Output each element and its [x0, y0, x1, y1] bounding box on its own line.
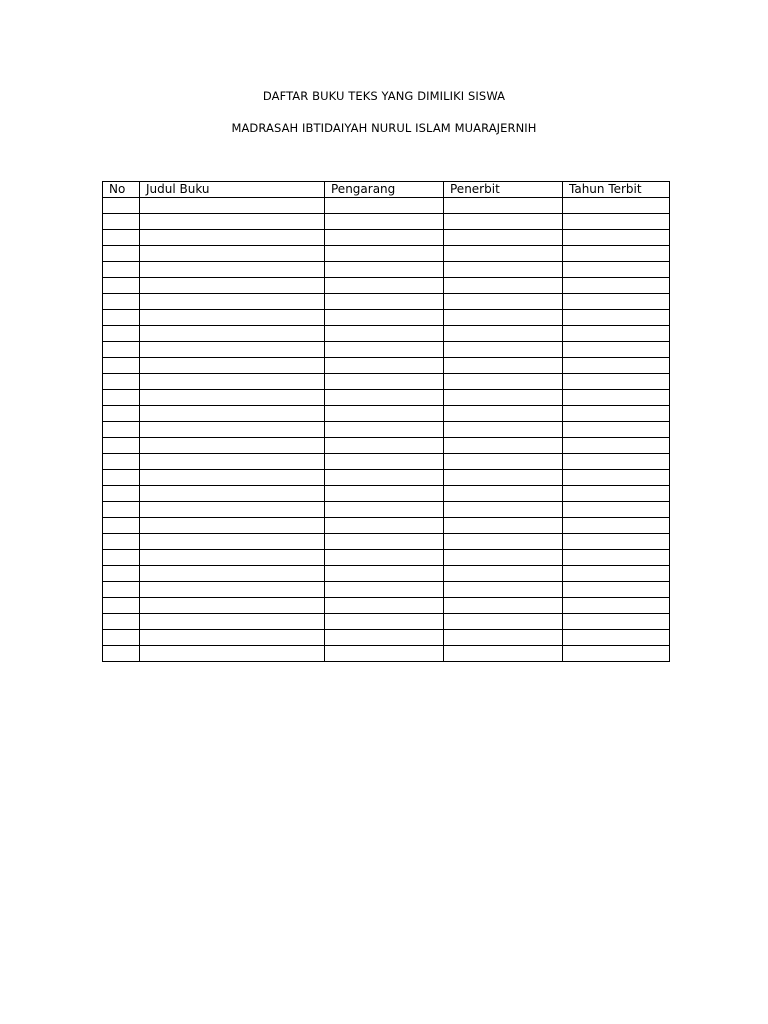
- table-header-row: [103, 182, 670, 198]
- table-row: [103, 310, 670, 326]
- cell-tahun-terbit: [563, 422, 670, 438]
- cell-no: [103, 454, 140, 470]
- table-row: [103, 390, 670, 406]
- cell-judul-buku: [140, 438, 325, 454]
- cell-penerbit: [444, 342, 563, 358]
- cell-pengarang: [325, 374, 444, 390]
- table-row: [103, 422, 670, 438]
- cell-judul-buku: [140, 582, 325, 598]
- cell-judul-buku: [140, 246, 325, 262]
- cell-judul-buku: [140, 566, 325, 582]
- cell-no: [103, 630, 140, 646]
- cell-tahun-terbit: [563, 358, 670, 374]
- cell-penerbit: [444, 326, 563, 342]
- cell-judul-buku: [140, 486, 325, 502]
- cell-pengarang: [325, 486, 444, 502]
- cell-judul-buku: [140, 518, 325, 534]
- cell-penerbit: [444, 646, 563, 662]
- cell-penerbit: [444, 262, 563, 278]
- cell-no: [103, 214, 140, 230]
- cell-penerbit: [444, 198, 563, 214]
- cell-penerbit: [444, 374, 563, 390]
- cell-pengarang: [325, 502, 444, 518]
- cell-pengarang: [325, 454, 444, 470]
- cell-penerbit: [444, 246, 563, 262]
- cell-pengarang: [325, 518, 444, 534]
- table-row: [103, 262, 670, 278]
- cell-penerbit: [444, 550, 563, 566]
- cell-pengarang: [325, 310, 444, 326]
- cell-no: [103, 598, 140, 614]
- cell-pengarang: [325, 342, 444, 358]
- cell-judul-buku: [140, 630, 325, 646]
- cell-no: [103, 310, 140, 326]
- cell-tahun-terbit: [563, 310, 670, 326]
- cell-tahun-terbit: [563, 342, 670, 358]
- cell-pengarang: [325, 582, 444, 598]
- cell-tahun-terbit: [563, 582, 670, 598]
- cell-no: [103, 390, 140, 406]
- cell-pengarang: [325, 598, 444, 614]
- cell-judul-buku: [140, 214, 325, 230]
- cell-pengarang: [325, 438, 444, 454]
- cell-no: [103, 358, 140, 374]
- cell-no: [103, 230, 140, 246]
- cell-pengarang: [325, 358, 444, 374]
- cell-penerbit: [444, 470, 563, 486]
- cell-no: [103, 470, 140, 486]
- cell-tahun-terbit: [563, 502, 670, 518]
- table-row: [103, 486, 670, 502]
- cell-tahun-terbit: [563, 262, 670, 278]
- cell-tahun-terbit: [563, 294, 670, 310]
- cell-no: [103, 422, 140, 438]
- cell-judul-buku: [140, 646, 325, 662]
- cell-penerbit: [444, 390, 563, 406]
- header-penerbit: Penerbit: [444, 182, 563, 198]
- cell-tahun-terbit: [563, 214, 670, 230]
- cell-penerbit: [444, 422, 563, 438]
- table-row: [103, 358, 670, 374]
- table-row: [103, 550, 670, 566]
- cell-no: [103, 502, 140, 518]
- cell-tahun-terbit: [563, 646, 670, 662]
- cell-tahun-terbit: [563, 454, 670, 470]
- cell-judul-buku: [140, 502, 325, 518]
- table-row: [103, 518, 670, 534]
- cell-judul-buku: [140, 374, 325, 390]
- cell-tahun-terbit: [563, 198, 670, 214]
- cell-pengarang: [325, 326, 444, 342]
- table-row: [103, 438, 670, 454]
- cell-judul-buku: [140, 342, 325, 358]
- cell-penerbit: [444, 406, 563, 422]
- cell-no: [103, 246, 140, 262]
- cell-penerbit: [444, 598, 563, 614]
- cell-no: [103, 262, 140, 278]
- cell-judul-buku: [140, 406, 325, 422]
- cell-tahun-terbit: [563, 438, 670, 454]
- cell-penerbit: [444, 518, 563, 534]
- cell-penerbit: [444, 534, 563, 550]
- book-table: [102, 181, 670, 662]
- cell-penerbit: [444, 278, 563, 294]
- cell-judul-buku: [140, 198, 325, 214]
- cell-tahun-terbit: [563, 550, 670, 566]
- cell-tahun-terbit: [563, 566, 670, 582]
- cell-tahun-terbit: [563, 534, 670, 550]
- document-subtitle: MADRASAH IBTIDAIYAH NURUL ISLAM MUARAJERNIH: [231, 121, 537, 135]
- cell-pengarang: [325, 614, 444, 630]
- header-no: No: [103, 182, 140, 198]
- cell-pengarang: [325, 550, 444, 566]
- table-row: [103, 614, 670, 630]
- cell-pengarang: [325, 246, 444, 262]
- table-row: [103, 278, 670, 294]
- table-row: [103, 630, 670, 646]
- cell-penerbit: [444, 614, 563, 630]
- cell-judul-buku: [140, 534, 325, 550]
- cell-judul-buku: [140, 230, 325, 246]
- cell-penerbit: [444, 310, 563, 326]
- table-row: [103, 454, 670, 470]
- table-row: [103, 294, 670, 310]
- cell-pengarang: [325, 390, 444, 406]
- cell-penerbit: [444, 294, 563, 310]
- cell-judul-buku: [140, 454, 325, 470]
- cell-tahun-terbit: [563, 470, 670, 486]
- cell-judul-buku: [140, 470, 325, 486]
- cell-tahun-terbit: [563, 630, 670, 646]
- cell-no: [103, 278, 140, 294]
- cell-no: [103, 326, 140, 342]
- cell-penerbit: [444, 566, 563, 582]
- table-row: [103, 406, 670, 422]
- cell-tahun-terbit: [563, 390, 670, 406]
- cell-no: [103, 534, 140, 550]
- table-row: [103, 198, 670, 214]
- table-row: [103, 646, 670, 662]
- cell-no: [103, 438, 140, 454]
- cell-pengarang: [325, 566, 444, 582]
- cell-penerbit: [444, 454, 563, 470]
- cell-tahun-terbit: [563, 598, 670, 614]
- cell-pengarang: [325, 422, 444, 438]
- cell-pengarang: [325, 294, 444, 310]
- cell-no: [103, 486, 140, 502]
- table-row: [103, 582, 670, 598]
- cell-no: [103, 582, 140, 598]
- cell-judul-buku: [140, 358, 325, 374]
- cell-no: [103, 342, 140, 358]
- cell-tahun-terbit: [563, 518, 670, 534]
- header-pengarang: Pengarang: [325, 182, 444, 198]
- cell-penerbit: [444, 214, 563, 230]
- cell-no: [103, 566, 140, 582]
- cell-judul-buku: [140, 598, 325, 614]
- cell-no: [103, 518, 140, 534]
- cell-penerbit: [444, 230, 563, 246]
- cell-pengarang: [325, 230, 444, 246]
- cell-penerbit: [444, 630, 563, 646]
- cell-tahun-terbit: [563, 278, 670, 294]
- cell-tahun-terbit: [563, 406, 670, 422]
- cell-judul-buku: [140, 614, 325, 630]
- cell-judul-buku: [140, 326, 325, 342]
- cell-judul-buku: [140, 422, 325, 438]
- cell-pengarang: [325, 214, 444, 230]
- cell-no: [103, 406, 140, 422]
- cell-penerbit: [444, 486, 563, 502]
- cell-penerbit: [444, 582, 563, 598]
- cell-tahun-terbit: [563, 614, 670, 630]
- table-row: [103, 598, 670, 614]
- cell-no: [103, 198, 140, 214]
- cell-pengarang: [325, 534, 444, 550]
- table-row: [103, 214, 670, 230]
- cell-penerbit: [444, 502, 563, 518]
- table-row: [103, 566, 670, 582]
- cell-tahun-terbit: [563, 246, 670, 262]
- table-row: [103, 230, 670, 246]
- cell-no: [103, 294, 140, 310]
- cell-pengarang: [325, 630, 444, 646]
- table-row: [103, 502, 670, 518]
- cell-no: [103, 614, 140, 630]
- cell-judul-buku: [140, 294, 325, 310]
- cell-tahun-terbit: [563, 326, 670, 342]
- cell-tahun-terbit: [563, 374, 670, 390]
- cell-pengarang: [325, 470, 444, 486]
- cell-penerbit: [444, 438, 563, 454]
- cell-no: [103, 646, 140, 662]
- cell-pengarang: [325, 198, 444, 214]
- table-row: [103, 534, 670, 550]
- table-row: [103, 342, 670, 358]
- cell-no: [103, 550, 140, 566]
- table-body: [103, 198, 670, 662]
- cell-tahun-terbit: [563, 230, 670, 246]
- table-row: [103, 470, 670, 486]
- cell-tahun-terbit: [563, 486, 670, 502]
- cell-pengarang: [325, 278, 444, 294]
- document-title: DAFTAR BUKU TEKS YANG DIMILIKI SISWA: [262, 89, 506, 103]
- table-row: [103, 246, 670, 262]
- cell-pengarang: [325, 406, 444, 422]
- cell-pengarang: [325, 646, 444, 662]
- cell-penerbit: [444, 358, 563, 374]
- header-judul-buku: Judul Buku: [140, 182, 325, 198]
- table-row: [103, 374, 670, 390]
- cell-judul-buku: [140, 550, 325, 566]
- cell-judul-buku: [140, 310, 325, 326]
- table-row: [103, 326, 670, 342]
- cell-judul-buku: [140, 262, 325, 278]
- cell-judul-buku: [140, 390, 325, 406]
- cell-pengarang: [325, 262, 444, 278]
- header-tahun-terbit: Tahun Terbit: [563, 182, 670, 198]
- cell-no: [103, 374, 140, 390]
- cell-judul-buku: [140, 278, 325, 294]
